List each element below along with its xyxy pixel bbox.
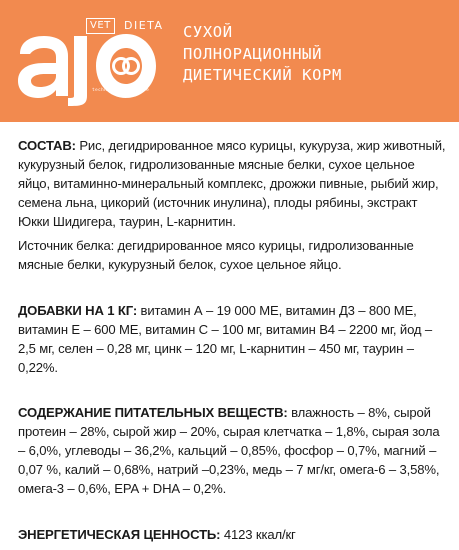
title-line-3: ДИЕТИЧЕСКИЙ КОРМ (183, 66, 342, 84)
product-title (183, 22, 453, 87)
additives-text: витамин А – 19 000 МЕ, витамин Д3 – 800 МЕ, витамин Е – 600 МЕ, витамин С – 100 мг, витамин В4 – 2200 мг, йод – 2,5 мг, селен – 0,28 мг, цинк – 120 мг, L-карнитин – 450 мг, таурин –0,22%. (18, 303, 433, 375)
energy-text: 4123 ккал/кг (220, 527, 296, 542)
dieta-label: DIETA (124, 19, 164, 32)
nutrients-text: влажность – 8%, сырой протеин – 28%, сырой жир – 20%, сырая клетчатка – 1,8%, сырая зола – 6,0%, углеводы – 36,2%, кальций – 0,85%, фосфор – 0,7%, магний – 0,07 %, калий – 0,68%, натрий –0,23%, медь – 7 мг/кг, омега-6 – 3,58%, омега-3 – 0,6%, EPA + DHA – 0,2%. (18, 405, 440, 496)
spacer (18, 377, 448, 403)
header-banner (0, 0, 459, 122)
nutrients-heading: СОДЕРЖАНИЕ ПИТАТЕЛЬНЫХ ВЕЩЕСТВ: (18, 405, 288, 420)
brand-tagline: technology and care (92, 88, 150, 93)
composition-heading: СОСТАВ: (18, 138, 76, 153)
title-line-2: ПОЛНОРАЦИОННЫЙ (183, 44, 323, 63)
vet-badge: VET (86, 18, 115, 34)
nutrients-paragraph (18, 403, 448, 498)
spacer (18, 274, 448, 301)
composition-paragraph (18, 136, 448, 231)
title-line-1: СУХОЙ (183, 23, 233, 41)
additives-paragraph (18, 301, 448, 377)
spacer (18, 498, 448, 525)
composition-text: Рис, дегидрированное мясо курицы, кукуруза, жир животный, кукурузный белок, гидролизованные мясные белки, сухое цельное яйцо, витаминно-минеральный комплекс, дрожжи пивные, рыбий жир, семена льна, цикорий (источник инулина), плоды рябины, экстракт Юкки Шидигера, таурин, L-карнитин. (18, 138, 446, 229)
energy-paragraph (18, 525, 448, 544)
additives-heading: ДОБАВКИ НА 1 КГ: (18, 303, 138, 318)
energy-heading: ЭНЕРГЕТИЧЕСКАЯ ЦЕННОСТЬ: (18, 527, 221, 542)
product-info (18, 136, 448, 544)
protein-source-paragraph: Источник белка: дегидрированное мясо курицы, гидролизованные мясные белки, кукурузный белок, сухое цельное яйцо. (18, 238, 414, 272)
